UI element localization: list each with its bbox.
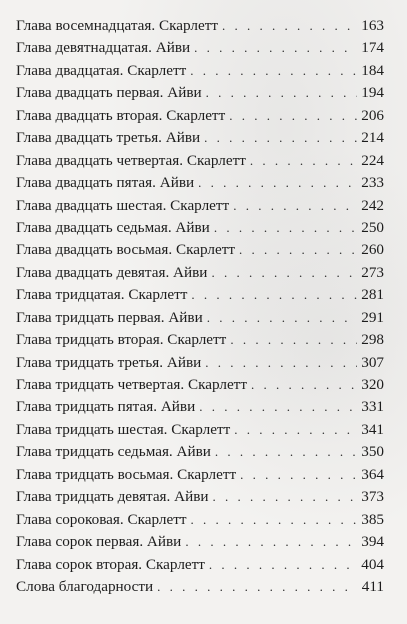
toc-entry-page: 331 bbox=[361, 398, 384, 416]
toc-entry-title: Глава тридцатая. Скарлетт bbox=[16, 286, 188, 304]
toc-entry-title: Глава двадцать восьмая. Скарлетт bbox=[16, 241, 236, 259]
toc-entry-title: Глава двадцать пятая. Айви bbox=[16, 174, 195, 192]
toc-entry bbox=[16, 62, 384, 84]
toc-entry bbox=[16, 421, 384, 443]
toc-entry-page: 233 bbox=[361, 174, 384, 192]
toc-entry bbox=[16, 84, 384, 106]
table-of-contents bbox=[16, 17, 384, 600]
toc-entry bbox=[16, 152, 384, 174]
toc-entry-page: 206 bbox=[361, 106, 384, 124]
dot-leader bbox=[214, 220, 357, 236]
toc-entry-page: 174 bbox=[361, 39, 384, 57]
toc-entry-page: 291 bbox=[361, 308, 384, 326]
toc-entry-title: Глава двадцать шестая. Скарлетт bbox=[16, 196, 230, 214]
toc-entry bbox=[16, 511, 384, 533]
dot-leader bbox=[198, 175, 357, 191]
toc-entry bbox=[16, 174, 384, 196]
dot-leader bbox=[194, 40, 357, 56]
toc-entry-title: Глава тридцать третья. Айви bbox=[16, 353, 202, 371]
toc-entry-page: 242 bbox=[361, 196, 384, 214]
toc-entry-page: 260 bbox=[361, 241, 384, 259]
toc-entry-title: Глава двадцать первая. Айви bbox=[16, 84, 202, 102]
toc-entry-page: 350 bbox=[361, 443, 384, 461]
dot-leader bbox=[233, 198, 357, 214]
toc-entry-title: Глава тридцать восьмая. Скарлетт bbox=[16, 465, 237, 483]
toc-entry-title: Глава тридцать первая. Айви bbox=[16, 308, 203, 326]
dot-leader bbox=[251, 377, 357, 393]
toc-entry bbox=[16, 466, 384, 488]
dot-leader bbox=[250, 153, 357, 169]
dot-leader bbox=[209, 557, 357, 573]
dot-leader bbox=[240, 467, 357, 483]
toc-entry bbox=[16, 197, 384, 219]
dot-leader bbox=[191, 287, 357, 303]
toc-entry bbox=[16, 578, 384, 600]
toc-entry-page: 298 bbox=[361, 331, 384, 349]
toc-entry-page: 373 bbox=[361, 488, 384, 506]
dot-leader bbox=[222, 18, 357, 34]
toc-entry-title: Глава сорок первая. Айви bbox=[16, 533, 182, 551]
toc-entry-page: 194 bbox=[361, 84, 384, 102]
toc-entry bbox=[16, 331, 384, 353]
toc-entry-title: Глава двадцать вторая. Скарлетт bbox=[16, 106, 226, 124]
toc-entry-title: Глава двадцать седьмая. Айви bbox=[16, 218, 210, 236]
toc-entry-title: Глава двадцать третья. Айви bbox=[16, 129, 201, 147]
toc-entry bbox=[16, 556, 384, 578]
toc-entry bbox=[16, 264, 384, 286]
toc-entry-title: Глава тридцать вторая. Скарлетт bbox=[16, 331, 227, 349]
toc-entry-page: 385 bbox=[361, 510, 384, 528]
toc-entry-page: 184 bbox=[361, 61, 384, 79]
dot-leader bbox=[239, 242, 357, 258]
dot-leader bbox=[234, 422, 357, 438]
dot-leader bbox=[213, 489, 358, 505]
toc-entry-title: Глава тридцать пятая. Айви bbox=[16, 398, 196, 416]
dot-leader bbox=[205, 355, 357, 371]
toc-entry-title: Глава сорок вторая. Скарлетт bbox=[16, 555, 205, 573]
toc-entry-page: 163 bbox=[361, 17, 384, 34]
toc-entry bbox=[16, 443, 384, 465]
toc-entry-page: 320 bbox=[361, 376, 384, 393]
dot-leader bbox=[230, 332, 357, 348]
toc-entry-page: 341 bbox=[361, 420, 384, 438]
toc-entry-page: 404 bbox=[361, 555, 384, 573]
toc-entry-page: 307 bbox=[361, 353, 384, 371]
toc-entry bbox=[16, 39, 384, 61]
dot-leader bbox=[211, 265, 357, 281]
toc-entry-title: Глава двадцатая. Скарлетт bbox=[16, 61, 187, 79]
toc-entry-title: Глава двадцать четвертая. Скарлетт bbox=[16, 151, 246, 169]
toc-entry bbox=[16, 129, 384, 151]
toc-entry-title: Глава тридцать шестая. Скарлетт bbox=[16, 420, 231, 438]
toc-entry-title: Глава сороковая. Скарлетт bbox=[16, 510, 187, 528]
dot-leader bbox=[191, 512, 358, 528]
toc-entry bbox=[16, 286, 384, 308]
toc-entry-title: Глава тридцать девятая. Айви bbox=[16, 488, 209, 506]
toc-entry-page: 214 bbox=[361, 129, 384, 147]
toc-entry-page: 364 bbox=[361, 465, 384, 483]
toc-entry bbox=[16, 241, 384, 263]
toc-entry bbox=[16, 354, 384, 376]
toc-entry-page: 411 bbox=[361, 577, 384, 595]
toc-entry-page: 224 bbox=[361, 151, 384, 169]
dot-leader bbox=[204, 130, 357, 146]
toc-entry-page: 394 bbox=[361, 533, 384, 551]
toc-entry bbox=[16, 17, 384, 39]
dot-leader bbox=[157, 579, 358, 595]
toc-entry-title: Глава тридцать седьмая. Айви bbox=[16, 443, 211, 461]
dot-leader bbox=[206, 85, 358, 101]
dot-leader bbox=[199, 399, 357, 415]
toc-entry-title: Глава девятнадцатая. Айви bbox=[16, 39, 191, 57]
toc-entry-page: 273 bbox=[361, 263, 384, 281]
toc-entry bbox=[16, 398, 384, 420]
toc-entry-title: Глава восемнадцатая. Скарлетт bbox=[16, 17, 219, 34]
dot-leader bbox=[207, 310, 357, 326]
toc-entry-title: Слова благодарности bbox=[16, 577, 154, 595]
toc-entry bbox=[16, 107, 384, 129]
toc-entry bbox=[16, 533, 384, 555]
dot-leader bbox=[185, 534, 357, 550]
toc-entry-title: Глава тридцать четвертая. Скарлетт bbox=[16, 376, 247, 393]
dot-leader bbox=[215, 444, 357, 460]
toc-entry bbox=[16, 376, 384, 398]
toc-entry bbox=[16, 488, 384, 510]
toc-entry-page: 250 bbox=[361, 218, 384, 236]
dot-leader bbox=[229, 108, 357, 124]
toc-entry-page: 281 bbox=[361, 286, 384, 304]
dot-leader bbox=[190, 63, 357, 79]
toc-entry-title: Глава двадцать девятая. Айви bbox=[16, 263, 208, 281]
toc-entry bbox=[16, 309, 384, 331]
toc-entry bbox=[16, 219, 384, 241]
